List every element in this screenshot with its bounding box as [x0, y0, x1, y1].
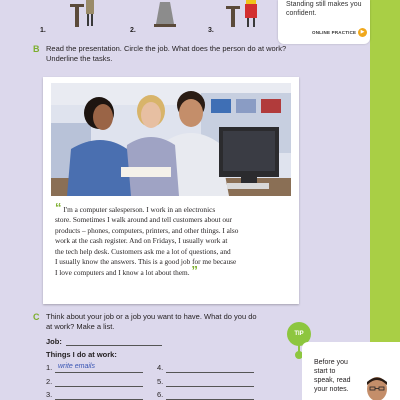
note-text: Standing still makes you confident. — [286, 1, 362, 17]
figure-number: 1. — [40, 27, 46, 34]
figure-number: 2. — [130, 27, 136, 34]
online-practice-label[interactable]: ONLINE PRACTICE — [312, 30, 357, 35]
tip-line: speak, read — [314, 377, 351, 384]
job-label: Job: — [46, 337, 62, 346]
figures-row — [40, 0, 280, 40]
item-number: 2. — [46, 377, 53, 386]
answer-line — [166, 372, 254, 373]
item-number: 6. — [157, 390, 164, 399]
green-side-band — [370, 0, 400, 400]
man-face-illustration — [360, 377, 394, 400]
instruction-line: Underline the tasks. — [46, 53, 113, 63]
answer-line — [55, 386, 143, 387]
list-item[interactable] — [46, 390, 146, 400]
quote-line: products – phones, computers, printers, and other things. I also — [55, 225, 239, 235]
list-item[interactable] — [157, 390, 257, 400]
list-item[interactable] — [46, 377, 146, 389]
presenter-at-podium-illustration — [56, 0, 102, 28]
figure-1 — [40, 0, 110, 34]
online-practice-box — [278, 0, 370, 44]
quote-line: I usually know the answers. This is a good job for me because — [55, 257, 237, 267]
figure-2 — [130, 0, 200, 34]
instruction-line: at work? Make a list. — [46, 321, 115, 331]
quote-line: work at the cash register. And on Fridays, I usually work at — [55, 236, 228, 246]
play-icon[interactable]: ▶ — [358, 28, 367, 37]
quote-text: I love computers and I know a lot about them. — [55, 268, 190, 278]
answer-line — [55, 372, 143, 373]
presentation-card — [43, 77, 299, 304]
store-photo — [51, 83, 291, 196]
instruction-line: Think about your job or a job you want to have. What do you do — [46, 312, 257, 321]
section-c-instructions — [46, 312, 286, 331]
close-quote-icon: ” — [191, 263, 198, 279]
tip-line: Before you — [314, 359, 348, 366]
presenter-woman-illustration — [146, 0, 192, 28]
tip-badge: TIP — [287, 322, 311, 346]
list-item[interactable] — [157, 377, 257, 389]
answer-line — [166, 386, 254, 387]
quote-line: store. Sometimes I walk around and tell customers about our — [55, 215, 233, 225]
salesperson-quote — [55, 200, 291, 279]
quote-text: I'm a computer salesperson. I work in an electronics — [63, 205, 216, 214]
figure-3 — [208, 0, 278, 34]
presenter-red-dress-illustration — [224, 0, 270, 28]
tip-text — [314, 358, 364, 394]
item-number: 3. — [46, 390, 53, 399]
things-label: Things I do at work: — [46, 350, 117, 359]
section-c-letter: C — [33, 312, 40, 322]
job-answer-line[interactable] — [66, 345, 162, 346]
item-number: 4. — [157, 363, 164, 372]
section-b-instructions — [46, 44, 296, 63]
quote-line — [55, 200, 291, 215]
quote-line: the tech help desk. Customers ask me a lot of questions, and — [55, 246, 231, 256]
instruction-line: Read the presentation. Circle the job. What does the person do at work? — [46, 44, 287, 53]
salespeople-at-computer-photo — [51, 83, 291, 196]
handwritten-answer: write emails — [58, 363, 95, 370]
open-quote-icon: “ — [55, 200, 62, 215]
tip-line: your notes. — [314, 386, 349, 393]
item-number: 1. — [46, 363, 53, 372]
quote-line — [55, 263, 291, 279]
item-number: 5. — [157, 377, 164, 386]
list-item[interactable] — [157, 363, 257, 375]
tip-card — [302, 342, 400, 400]
tip-line: start to — [314, 368, 336, 375]
list-item[interactable] — [46, 363, 146, 375]
figure-number: 3. — [208, 27, 214, 34]
section-b-letter: B — [33, 44, 40, 54]
